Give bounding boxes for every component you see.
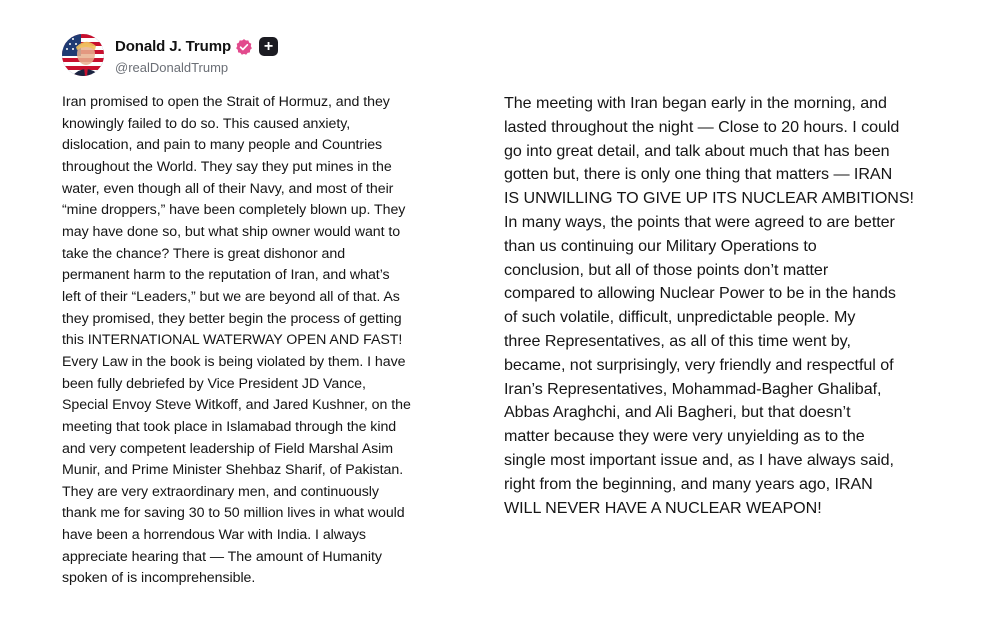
- author-handle[interactable]: @realDonaldTrump: [115, 59, 229, 75]
- author-names: [115, 36, 278, 75]
- post-header: [62, 33, 278, 77]
- post-body-right-column: The meeting with Iran began early in the morning, and lasted throughout the night — Close to 20 hours. I could go into great detail, and talk about much that has been gotten but, there is only one thing that matters — IRAN IS UNWILLING TO GIVE UP ITS NUCLEAR AMBITIONS! In many ways, the points that were agreed to are better than us continuing our Military Operations to conclusion, but all of those points don’t matter compared to allowing Nuclear Power to be in the hands of such volatile, difficult, unpredictable people. My three Representatives, as all of this time went by, became, not surprisingly, very friendly and respectful of Iran’s Representatives, Mohammad-Bagher Ghalibaf, Abbas Araghchi, and Ali Bagheri, but that doesn’t matter because they were very unyielding as to the single most important issue and, as I have always said, right from the beginning, and many years ago, IRAN WILL NEVER HAVE A NUCLEAR WEAPON!: [504, 94, 914, 517]
- avatar-flag-portrait-icon: [62, 34, 104, 76]
- plus-badge-icon: +: [259, 37, 278, 56]
- avatar[interactable]: [62, 34, 104, 76]
- verified-badge-icon: [235, 38, 253, 56]
- author-display-name[interactable]: Donald J. Trump: [115, 38, 232, 55]
- post-body-left-column: Iran promised to open the Strait of Hormuz, and they knowingly failed to do so. This caused anxiety, dislocation, and pain to many people and Countries throughout the World. They say they put mines in the water, even though all of their Navy, and most of their “mine droppers,” have been completely blown up. They may have done so, but what ship owner would want to take the chance? There is great dishonor and permanent harm to the reputation of Iran, and what’s left of their “Leaders,” but we are beyond all of that. As they promised, they better begin the process of getting this INTERNATIONAL WATERWAY OPEN AND FAST! Every Law in the book is being violated by them. I have been fully debriefed by Vice President JD Vance, Special Envoy Steve Witkoff, and Jared Kushner, on the meeting that took place in Islamabad through the kind and very competent leadership of Field Marshal Asim Munir, and Prime Minister Shehbaz Sharif, of Pakistan. They are very extraordinary men, and continuously thank me for saving 30 to 50 million lives in what would have been a horrendous War with India. I always appreciate hearing that — The amount of Humanity spoken of is incomprehensible.: [62, 94, 411, 587]
- name-row: [115, 36, 278, 58]
